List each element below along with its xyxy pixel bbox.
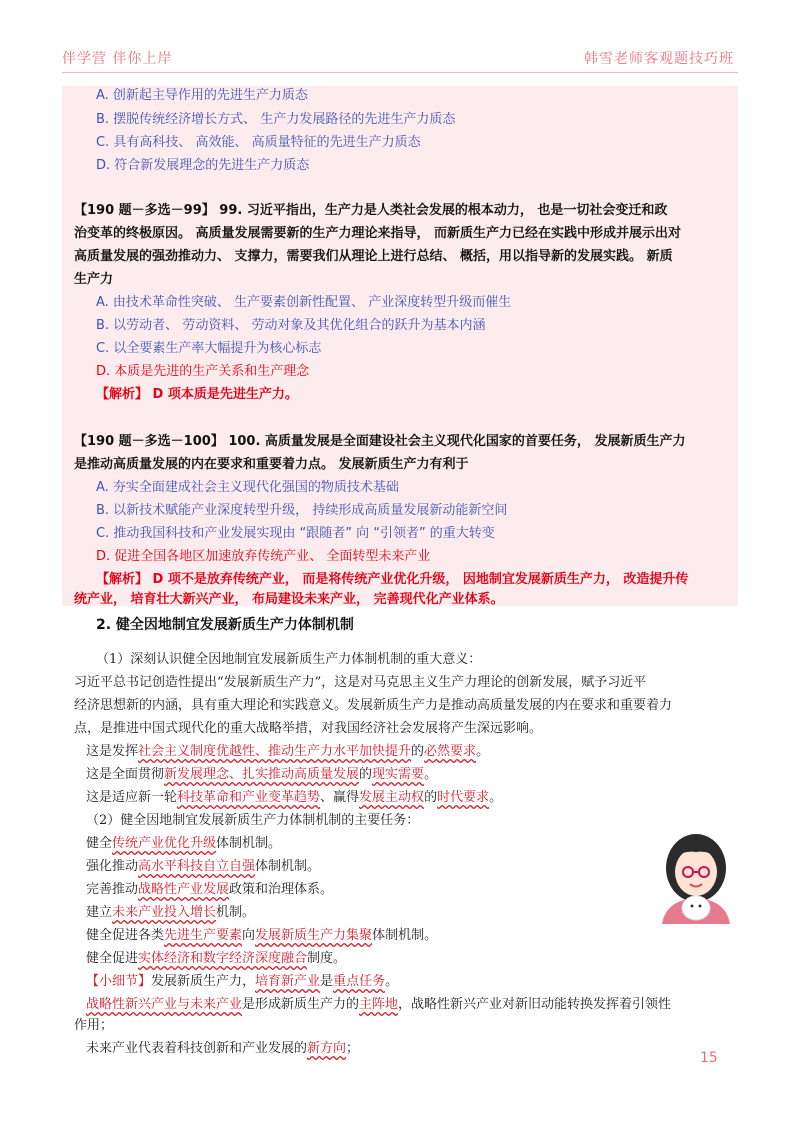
q100-explanation: 【解析】 D 项不是放弃传统产业， 而是将传统产业优化升级， 因地制宜发展新质生产力， 改造提升传: [96, 572, 689, 587]
q100-stem-line: 【190 题－多选－100】 100. 高质量发展是全面建设社会主义现代化国家的首要任务， 发展新质生产力: [74, 434, 686, 449]
header-divider: [62, 72, 738, 73]
q99-stem-line: 【190 题－多选－99】 99. 习近平指出，生产力是人类社会发展的根本动力， 也是一切社会变迁和政: [74, 203, 668, 218]
paragraph-line: 点，是推进中国式现代化的重大战略举措，对我国经济社会发展将产生深远影响。: [74, 721, 543, 736]
paragraph-line: 习近平总书记创造性提出“发展新质生产力”，这是对马克思主义生产力理论的创新发展，赋予习近平: [74, 675, 647, 690]
q100-option-c: C. 推动我国科技和产业发展实现由 “跟随者” 向 “引领者” 的重大转变: [96, 526, 495, 541]
q99-option-b: B. 以劳动者、 劳动资料、 劳动对象及其优化组合的跃升为基本内涵: [96, 318, 486, 333]
page-number: 15: [700, 1050, 718, 1066]
q99-stem-line: 高质量发展的强劲推动力、 支撑力，需要我们从理论上进行总结、 概括，用以指导新的发展实践。 新质: [74, 249, 673, 264]
q99-option-d: D. 本质是先进的生产关系和生产理念: [96, 364, 310, 379]
q98-option-d: D. 符合新发展理念的先进生产力质态: [96, 158, 310, 173]
significance-line: 这是发挥社会主义制度优越性、推动生产力水平加快提升的必然要求。: [86, 744, 490, 759]
q99-option-a: A. 由技术革命性突破、 生产要素创新性配置、 产业深度转型升级而催生: [96, 295, 512, 310]
note-line: 战略性新兴产业与未来产业是形成新质生产力的主阵地，战略性新兴产业对新旧动能转换发挥着引领性: [86, 997, 672, 1012]
section-title: 2. 健全因地制宜发展新质生产力体制机制: [96, 617, 354, 633]
note-line: 未来产业代表着科技创新和产业发展的新方向；: [86, 1041, 360, 1056]
q98-option-c: C. 具有高科技、 高效能、 高质量特征的先进生产力质态: [96, 135, 421, 150]
task-line: 健全传统产业优化升级体制机制。: [86, 836, 282, 851]
q99-explanation: 【解析】 D 项本质是先进生产力。: [96, 387, 298, 402]
task-line: 健全促进实体经济和数字经济深度融合制度。: [86, 951, 347, 966]
header-brand: 伴学营 伴你上岸: [62, 51, 173, 67]
paragraph-heading: （1）深刻认识健全因地制宜发展新质生产力体制机制的重大意义：: [96, 652, 482, 667]
header-course-title: 韩雪老师客观题技巧班: [584, 51, 734, 67]
q100-option-a: A. 夯实全面建成社会主义现代化强国的物质技术基础: [96, 480, 399, 495]
task-line: 完善推动战略性产业发展政策和治理体系。: [86, 882, 334, 897]
significance-line: 这是全面贯彻新发展理念、扎实推动高质量发展的现实需要。: [86, 767, 438, 782]
task-line: 健全促进各类先进生产要素向发展新质生产力集聚体制机制。: [86, 928, 438, 943]
note-line: 作用；: [74, 1018, 114, 1033]
q99-stem-line: 治变革的终极原因。 高质量发展需要新的生产力理论来指导， 而新质生产力已经在实践中形成并展示出对: [74, 226, 682, 241]
tip-line: 【小细节】发展新质生产力，培育新产业是重点任务。: [86, 974, 399, 989]
q100-stem-line: 是推动高质量发展的内在要求和重要着力点。 发展新质生产力有利于: [74, 457, 469, 472]
q98-option-a: A. 创新起主导作用的先进生产力质态: [96, 88, 308, 103]
q98-option-b: B. 摆脱传统经济增长方式、 生产力发展路径的先进生产力质态: [96, 112, 456, 127]
q100-option-b: B. 以新技术赋能产业深度转型升级， 持续形成高质量发展新动能新空间: [96, 503, 508, 518]
task-line: 强化推动高水平科技自立自强体制机制。: [86, 859, 321, 874]
paragraph-line: 经济思想新的内涵，具有重大理论和实践意义。发展新质生产力是推动高质量发展的内在要求和重要着力: [74, 698, 673, 713]
q100-option-d: D. 促进全国各地区加速放弃传统产业、 全面转型未来产业: [96, 549, 431, 564]
q99-option-c: C. 以全要素生产率大幅提升为核心标志: [96, 341, 322, 356]
q99-stem-line: 生产力: [74, 272, 114, 287]
teacher-avatar-illustration: [652, 828, 740, 924]
q100-explanation: 统产业， 培育壮大新兴产业， 布局建设未来产业， 完善现代化产业体系。: [74, 592, 504, 607]
significance-line: 这是适应新一轮科技革命和产业变革趋势、赢得发展主动权的时代要求。: [86, 790, 503, 805]
task-line: 建立未来产业投入增长机制。: [86, 905, 256, 920]
paragraph-heading: （2）健全因地制宜发展新质生产力体制机制的主要任务：: [86, 813, 420, 828]
